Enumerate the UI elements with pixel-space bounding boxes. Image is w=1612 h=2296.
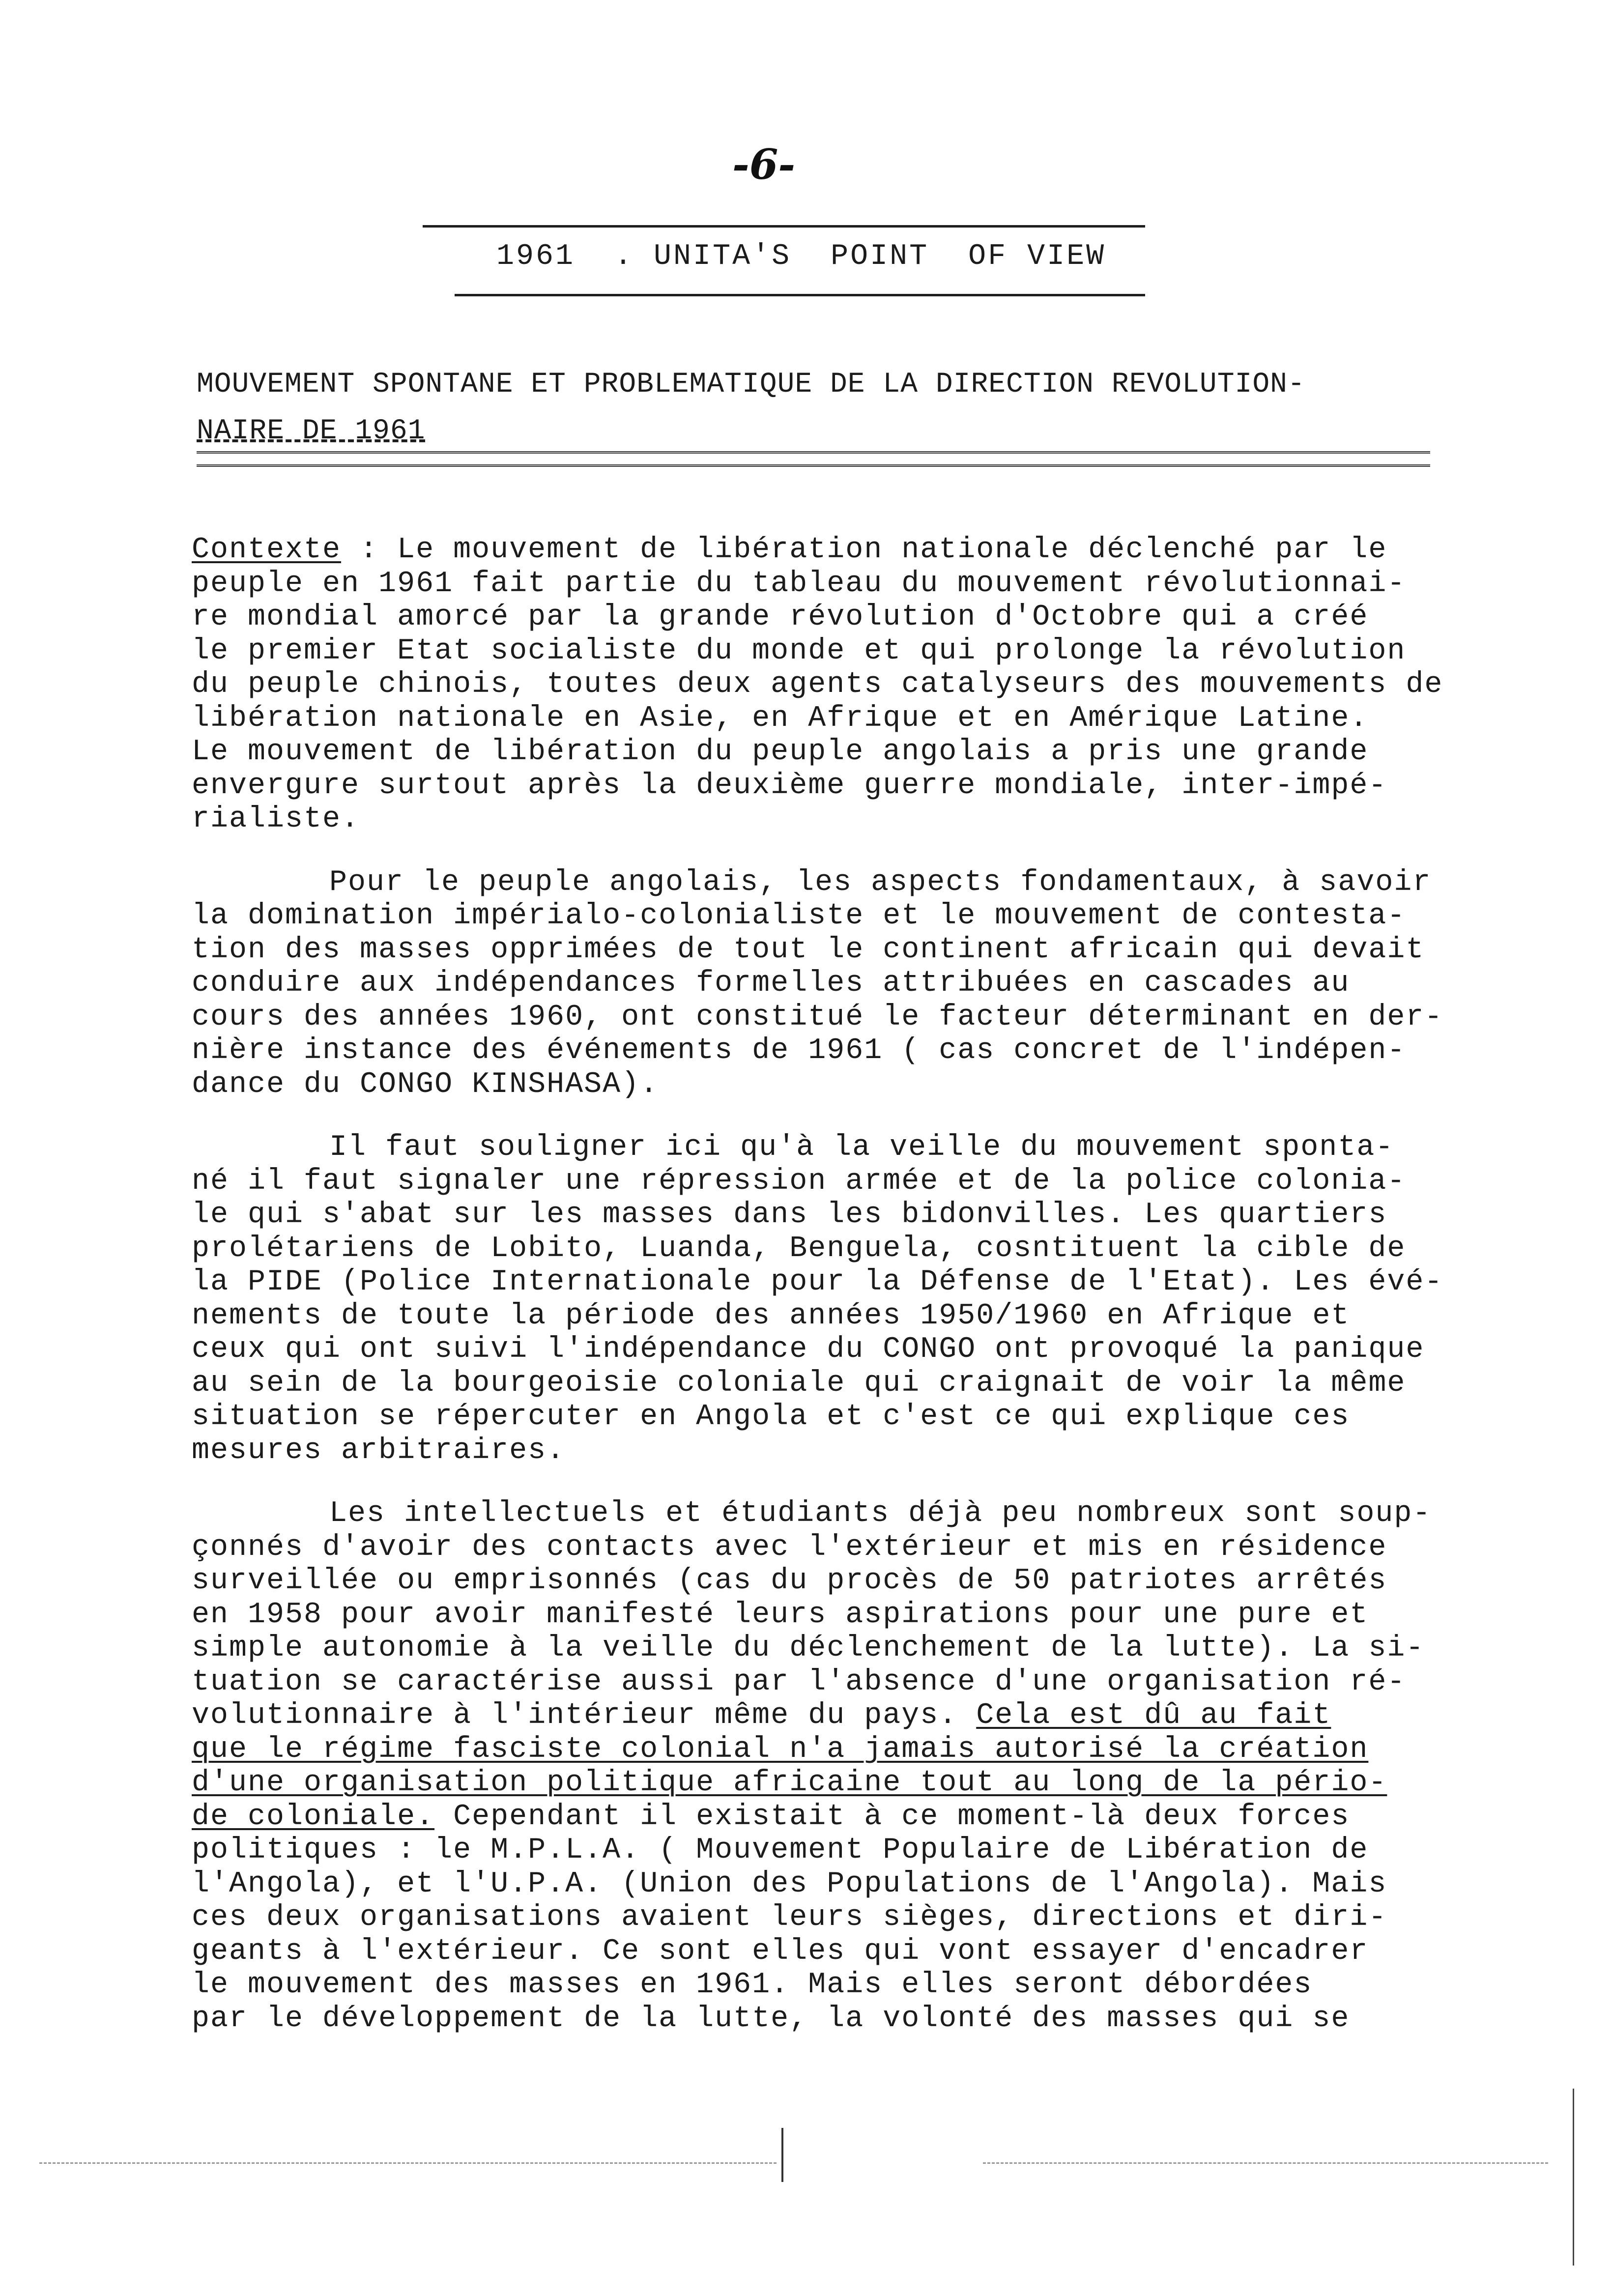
paragraph-intellectuals — [192, 1497, 1538, 2036]
bottom-right-rule — [983, 2162, 1548, 2164]
paragraph-angolan-people: Pour le peuple angolais, les aspects fondamentaux, à savoir la domination impérialo-colonialiste et le mouvement de contesta- tion des masses opprimées de tout le continent africain qui devait conduire aux indépendances formelles attribuées en cascades au cours des années 1960, ont constitué le facteur déterminant en der- nière instance des événements de 1961 ( cas concret de l'indépen- dance du CONGO KINSHASA). — [192, 865, 1443, 1101]
section-heading — [197, 361, 1484, 455]
context-label: Contexte — [192, 533, 342, 567]
section-heading-line1: MOUVEMENT SPONTANE ET PROBLEMATIQUE DE LA DIRECTION REVOLUTION- — [197, 369, 1305, 401]
page-number: -6- — [732, 140, 796, 189]
bottom-center-mark — [781, 2128, 783, 2182]
paragraph-context — [192, 533, 1538, 836]
heading-double-rule — [197, 451, 1430, 467]
intellectuals-underlined-text: Cela est dû au fait que le régime fasciste colonial n'a jamais autorisé la création d'une organisation politique africaine tout au long de la pério- de coloniale. — [192, 1699, 1387, 1834]
header-top-rule — [423, 225, 1145, 228]
bottom-left-rule — [39, 2162, 777, 2164]
header-bottom-rule — [455, 294, 1145, 296]
section-heading-line2: NAIRE DE 1961 — [197, 415, 426, 447]
intellectuals-text-after: Cependant il existait à ce moment-là deux forces politiques : le M.P.L.A. ( Mouvement Populaire de Libération de l'Angola), et l'U.P.A. (Union des Populations de l'Angola). Mais ces deux organisations avaient leurs sièges, directions et diri- geants à l'extérieur. Ce sont elles qui vont essayer d'encadrer le mouvement des masses en 1961. Mais elles seront débordées par le développement de la lutte, la volonté des masses qui se — [192, 1800, 1387, 2036]
context-text: : Le mouvement de libération nationale déclenché par le peuple en 1961 fait partie du tableau du mouvement révolutionnai- re mondial amorcé par la grande révolution d'Octobre qui a créé le premier Etat socialiste du monde et qui prolonge la révolution du peuple chinois, toutes deux agents catalyseurs des mouvements de libération nationale en Asie, en Afrique et en Amérique Latine. Le mouvement de libération du peuple angolais a pris une grande envergure surtout après la deuxième guerre mondiale, inter-impé- rialiste. — [192, 533, 1443, 836]
body-text — [192, 533, 1538, 2036]
right-margin-line — [1573, 2089, 1574, 2266]
header-title: 1961 . UNITA'S POINT OF VIEW — [496, 240, 1106, 273]
paragraph-repression: Il faut souligner ici qu'à la veille du mouvement sponta- né il faut signaler une répression armée et de la police colonia- le qui s'abat sur les masses dans les bidonvilles. Les quartiers prolétariens de Lobito, Luanda, Benguela, cosntituent la cible de la PIDE (Police Internationale pour la Défense de l'Etat). Les évé- nements de toute la période des années 1950/1960 en Afrique et ceux qui ont suivi l'indépendance du CONGO ont provoqué la panique au sein de la bourgeoisie coloniale qui craignait de voir la même situation se répercuter en Angola et c'est ce qui explique ces mesures arbitraires. — [192, 1131, 1443, 1467]
intellectuals-text-before: Les intellectuels et étudiants déjà peu nombreux sont soup- çonnés d'avoir des contacts avec l'extérieur et mis en résidence surveillée ou emprisonnés (cas du procès de 50 patriotes arrêtés en 1958 pour avoir manifesté leurs aspirations pour une pure et simple autonomie à la veille du déclenchement de la lutte). La si- tuation se caractérise aussi par l'absence d'une organisation ré- volutionnaire à l'intérieur même du pays. — [192, 1497, 1432, 1732]
